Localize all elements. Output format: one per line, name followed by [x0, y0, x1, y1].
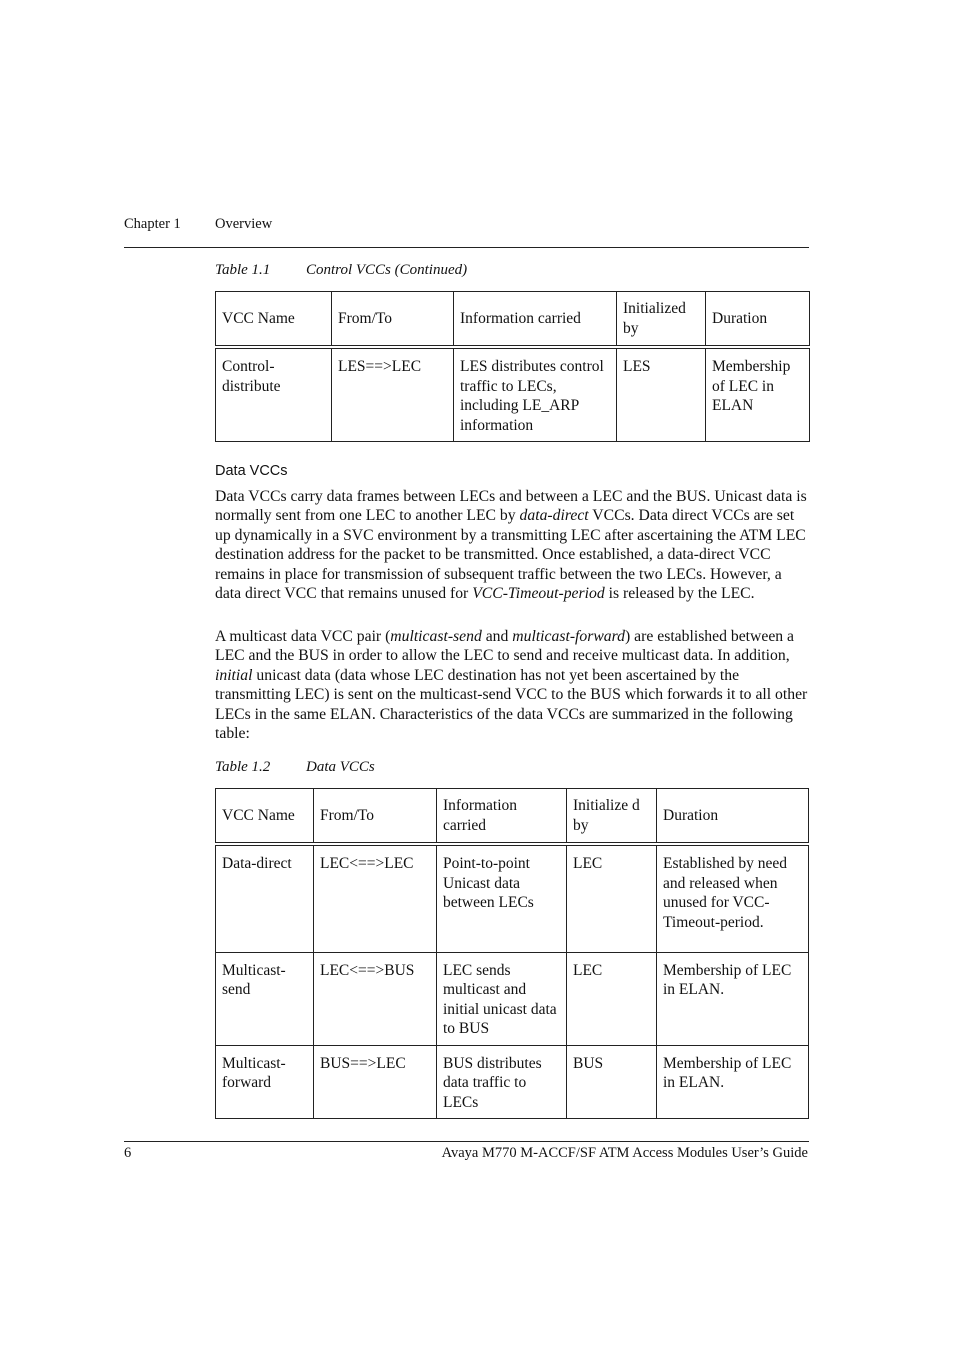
table-cell: Membership of LEC in ELAN.: [657, 952, 809, 1045]
text-run: VCCs. Data direct VCCs are set up dynamically in a SVC environment by a transmitting LEC after ascertaining the ATM LEC destination address for the packet to be transmitted. Once established, a data-direct VCC remains in place for transmission of subsequent traffic between the two LECs. However, a data direct VCC that remains unused for: [215, 507, 806, 603]
table-cell: LEC<==>LEC: [314, 844, 437, 952]
table-cell: LES==>LEC: [332, 347, 454, 442]
table2-caption-title: Data VCCs: [306, 759, 375, 775]
table2-caption-number: Table 1.2: [215, 759, 271, 775]
table-row: [216, 347, 810, 442]
table-cell: Multicast-send: [216, 952, 314, 1045]
table-cell: Membership of LEC in ELAN.: [657, 1045, 809, 1119]
table-cell: LEC<==>BUS: [314, 952, 437, 1045]
table-cell: Control-distribute: [216, 347, 332, 442]
italic-term: multicast-send: [390, 628, 482, 645]
table-cell: Established by need and released when unused for VCC-Timeout-period.: [657, 844, 809, 952]
data-vccs-table: [215, 788, 809, 1119]
table-cell: Membership of LEC in ELAN: [706, 347, 810, 442]
column-header: VCC Name: [216, 789, 314, 845]
table-cell: LEC sends multicast and initial unicast data to BUS: [437, 952, 567, 1045]
text-run: unicast data (data whose LEC destination has not yet been ascertained by the transmitting LEC) is sent on the multicast-send VCC to the BUS which forwards it to all other LECs in the same ELAN. Characteristics of the data VCCs are summarized in the following table:: [215, 666, 808, 743]
data-vccs-heading: Data VCCs: [215, 463, 288, 479]
running-header: [124, 216, 273, 233]
column-header: VCC Name: [216, 292, 332, 348]
table-cell: LEC: [567, 952, 657, 1045]
italic-term: initial: [215, 666, 253, 684]
page-number: 6: [124, 1145, 132, 1161]
table1-caption-number: Table 1.1: [215, 262, 271, 278]
footer-doc-title: Avaya M770 M-ACCF/SF ATM Access Modules User’s Guide: [441, 1145, 808, 1161]
italic-term: VCC-Timeout-period: [472, 585, 605, 603]
table-cell: Multicast-forward: [216, 1045, 314, 1119]
footer-rule: [124, 1141, 809, 1142]
table-cell: Data-direct: [216, 844, 314, 952]
table-row: [216, 952, 809, 1045]
text-run: Data VCCs carry data frames between LECs and between a LEC and the BUS. Unicast data is normally sent from one LEC to another LEC by: [215, 488, 807, 525]
column-header: Initialize d by: [567, 789, 657, 845]
column-header: Information carried: [454, 292, 617, 348]
data-vccs-paragraph-1: [215, 487, 811, 603]
table2-caption: [215, 759, 375, 776]
data-vccs-paragraph-2: [215, 627, 811, 743]
italic-term: multicast-forward: [512, 628, 626, 645]
column-header: From/To: [332, 292, 454, 348]
table-cell: BUS==>LEC: [314, 1045, 437, 1119]
table-cell: Point-to-point Unicast data between LECs: [437, 844, 567, 952]
table1-caption-title: Control VCCs (Continued): [306, 262, 468, 278]
column-header: Duration: [706, 292, 810, 348]
table-cell: BUS: [567, 1045, 657, 1119]
column-header: Initialized by: [617, 292, 706, 348]
text-run: A multicast data VCC pair (: [215, 628, 391, 645]
table-cell: LEC: [567, 844, 657, 952]
control-vccs-table: [215, 291, 810, 442]
table-row: [216, 1045, 809, 1119]
text-run: and: [481, 628, 513, 645]
table-row: [216, 844, 809, 952]
header-chapter: Chapter 1: [124, 216, 181, 232]
column-header: From/To: [314, 789, 437, 845]
header-section: Overview: [215, 216, 273, 232]
column-header: Information carried: [437, 789, 567, 845]
text-run: is released by the LEC.: [604, 585, 755, 603]
column-header: Duration: [657, 789, 809, 845]
table-cell: LES distributes control traffic to LECs, including LE_ARP information: [454, 347, 617, 442]
table1-caption: [215, 262, 468, 279]
table-cell: LES: [617, 347, 706, 442]
italic-term: data-direct: [519, 507, 589, 525]
header-rule: [124, 247, 809, 248]
text-run: ) are established between a LEC and the BUS in order to allow the LEC to send and receive multicast data. In addition,: [215, 628, 795, 665]
table-cell: BUS distributes data traffic to LECs: [437, 1045, 567, 1119]
